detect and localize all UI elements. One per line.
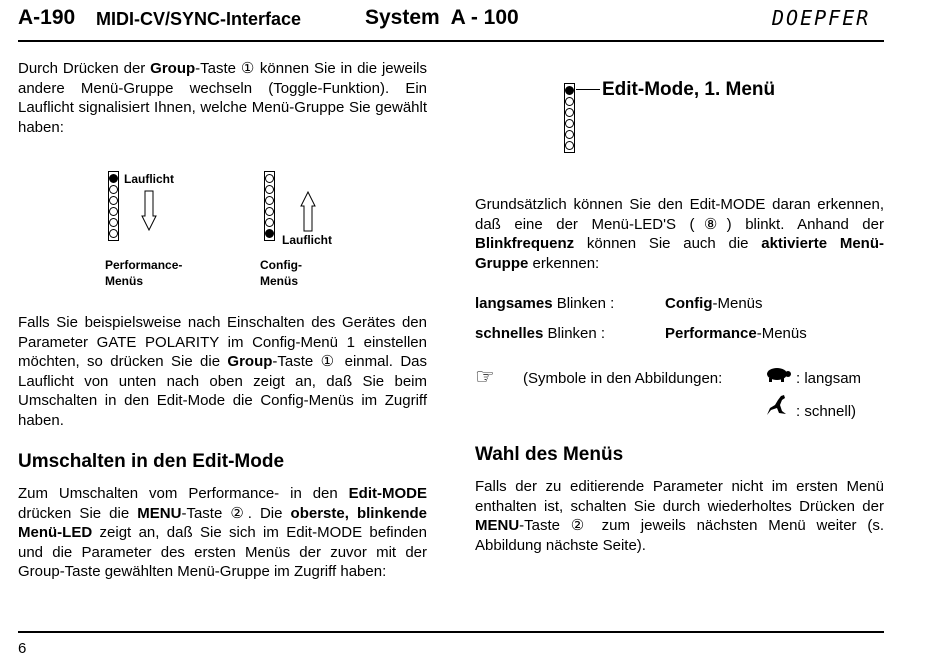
paragraph-menu-selection: Falls der zu editierende Parameter nicht im ersten Menü enthalten ist, schalten Sie durch wiederholtes Drücken der MENU-Taste ② zum jeweils nächsten Menü weiter (s. Abbildung nächste Seite).: [475, 478, 884, 554]
led: [109, 185, 118, 194]
led-column-edit-mode: [564, 83, 575, 153]
blink-row-slow: langsames Blinken :: [475, 295, 615, 312]
led-column-config: [264, 171, 275, 241]
header-name: MIDI-CV/SYNC-Interface: [96, 9, 302, 29]
blink-row-fast-target: Performance-Menüs: [665, 325, 807, 342]
led: [109, 207, 118, 216]
heading-wahl: Wahl des Menüs: [475, 444, 624, 465]
paragraph-edit-mode: Zum Umschalten vom Performance- in den Edit-MODE drücken Sie die MENU-Taste ②. Die oberste, blinkende Menü-LED zeigt an, daß Sie sich im Edit-MODE befinden und die Parameter des ersten Menüs der zuvor mit der Group-Taste gewählten Menü-Gruppe im Zugriff haben:: [18, 485, 427, 580]
led: [265, 185, 274, 194]
turtle-icon: [763, 366, 791, 382]
blink-row-slow-target: Config-Menüs: [665, 295, 763, 312]
note-slow: : langsam: [796, 370, 862, 387]
brand-logo: DOEPFER: [772, 6, 871, 30]
led: [265, 196, 274, 205]
led: [565, 119, 574, 128]
pointing-hand-icon: ☞: [475, 364, 495, 389]
blink-row-fast: schnelles Blinken :: [475, 325, 606, 342]
leader-line: [576, 89, 600, 90]
paragraph-group-toggle: Durch Drücken der Group-Taste ① können Sie in die jeweils andere Menü-Gruppe wechseln (Toggle-Funktion). Ein Lauflicht signalisiert Ihnen, welche Menü-Gruppe Sie gewählt haben:: [18, 60, 427, 136]
led-on: [565, 86, 574, 95]
lauflicht-label-top: Lauflicht: [124, 172, 174, 186]
led: [565, 141, 574, 150]
led-on: [109, 174, 118, 183]
header-rule: [18, 40, 884, 42]
led: [109, 229, 118, 238]
header-system: System A - 100: [365, 6, 519, 29]
config-menus-label: Config- Menüs: [260, 258, 302, 288]
led: [565, 97, 574, 106]
edit-mode-menu-label: Edit-Mode, 1. Menü: [602, 79, 776, 100]
lauflicht-label-bottom: Lauflicht: [282, 233, 332, 247]
led: [565, 130, 574, 139]
led-column-performance: [108, 171, 119, 241]
paragraph-blink-frequency: Grundsätzlich können Sie den Edit-MODE daran erkennen, daß eine der Menü-LED'S (⑧) blinkt. Anhand der Blinkfrequenz können Sie auch die aktivierte Menü-Gruppe erkennen:: [475, 196, 884, 272]
led: [109, 196, 118, 205]
led: [565, 108, 574, 117]
arrow-down-icon: [141, 190, 157, 232]
paragraph-gate-polarity: Falls Sie beispielsweise nach Einschalten des Gerätes den Parameter GATE POLARITY im Config-Menü 1 einstellen möchten, so drücken Sie die Group-Taste ① einmal. Das Lauflicht von unten nach oben zeigt an, daß Sie beim Umschalten in den Edit-Mode die Config-Menüs im Zugriff haben.: [18, 314, 427, 429]
page-number: 6: [18, 640, 27, 657]
note-fast: : schnell): [796, 403, 857, 420]
led: [265, 207, 274, 216]
led: [109, 218, 118, 227]
footer-rule: [18, 631, 884, 633]
led: [265, 218, 274, 227]
header-model: A-190: [18, 6, 76, 29]
performance-menus-label: Performance- Menüs: [105, 258, 183, 288]
led-on: [265, 229, 274, 238]
led: [265, 174, 274, 183]
heading-umschalten: Umschalten in den Edit-Mode: [18, 451, 285, 472]
note-text: (Symbole in den Abbildungen:: [523, 370, 723, 387]
arrow-up-icon: [300, 190, 316, 232]
kangaroo-icon: [765, 394, 789, 416]
